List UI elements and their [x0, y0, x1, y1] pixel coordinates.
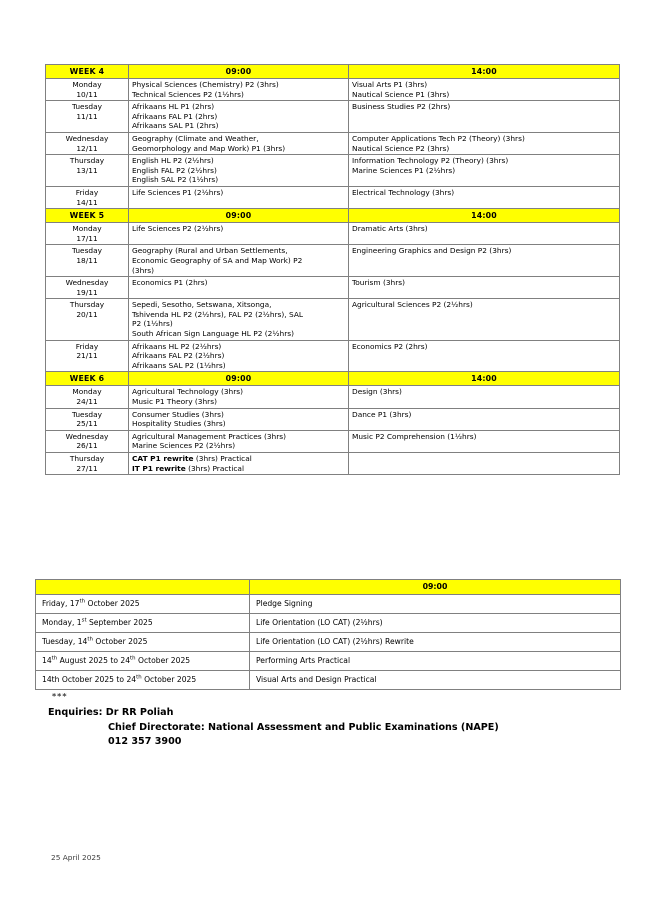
day-date: 26/11: [76, 441, 98, 451]
week-header-row: [46, 65, 620, 79]
additional-date-row: [36, 671, 621, 690]
exam-subject-line: Marine Sciences P1 (2½hrs): [352, 165, 456, 175]
enquiries-directorate: Chief Directorate: National Assessment and Public Examinations (NAPE): [108, 721, 499, 733]
day-date-cell: [46, 186, 129, 208]
afternoon-exams-cell: [349, 245, 620, 277]
additional-dates-section: [35, 579, 620, 690]
additional-date-value: Tuesday, 14th October 2025: [36, 633, 250, 652]
additional-date-value: 14th October 2025 to 24th October 2025: [36, 671, 250, 690]
exam-subject-line: Business Studies P2 (2hrs): [352, 102, 451, 112]
day-date-cell: [46, 101, 129, 133]
exam-subject-line: Economic Geography of SA and Map Work) P2: [132, 255, 303, 265]
day-date-cell: [46, 155, 129, 187]
exam-day-row: [46, 299, 620, 340]
day-name: Monday: [72, 224, 102, 234]
morning-exams-cell: [129, 132, 349, 154]
exam-day-row: [46, 245, 620, 277]
exam-subject-line: Dance P1 (3hrs): [352, 409, 412, 419]
enquiries-phone: 012 357 3900: [108, 736, 182, 747]
exam-subject-line: English FAL P2 (2½hrs): [132, 165, 217, 175]
day-date-cell: [46, 132, 129, 154]
week-header-row: [46, 372, 620, 386]
exam-day-row: [46, 430, 620, 452]
afternoon-exams-cell: [349, 408, 620, 430]
week-label: WEEK 6: [46, 372, 129, 386]
week-label: WEEK 5: [46, 209, 129, 223]
morning-exams-cell: [129, 223, 349, 245]
additional-date-row: [36, 595, 621, 614]
afternoon-session-time: 14:00: [349, 372, 620, 386]
exam-day-row: [46, 408, 620, 430]
exam-subject-line: Life Sciences P1 (2½hrs): [132, 187, 224, 197]
exam-subject-line: Visual Arts P1 (3hrs): [352, 80, 428, 89]
exam-subject-line: Physical Sciences (Chemistry) P2 (3hrs): [132, 80, 279, 89]
exam-subject-emphasis: CAT P1 rewrite: [132, 454, 194, 463]
day-date: 18/11: [76, 255, 98, 265]
day-date: 12/11: [76, 143, 98, 153]
afternoon-exams-cell: [349, 155, 620, 187]
day-date: 10/11: [76, 89, 98, 99]
additional-date-value: Friday, 17th October 2025: [36, 595, 250, 614]
exam-subject-line: Music P2 Comprehension (1½hrs): [352, 431, 477, 441]
exam-day-row: [46, 277, 620, 299]
exam-subject-line: Agricultural Technology (3hrs): [132, 387, 243, 397]
day-date-cell: [46, 408, 129, 430]
additional-dates-header-time: 09:00: [250, 580, 621, 595]
day-name: Tuesday: [71, 102, 103, 112]
afternoon-session-time: 14:00: [349, 209, 620, 223]
day-date: 27/11: [76, 463, 98, 473]
additional-dates-table: [35, 579, 621, 690]
exam-subject-line: Economics P1 (2hrs): [132, 278, 208, 288]
day-date-cell: [46, 453, 129, 475]
day-name: Wednesday: [65, 431, 109, 441]
additional-date-value: Monday, 1st September 2025: [36, 614, 250, 633]
morning-exams-cell: [129, 79, 349, 101]
day-date: 17/11: [76, 233, 98, 243]
additional-date-value: 14th August 2025 to 24th October 2025: [36, 652, 250, 671]
morning-exams-cell: [129, 186, 349, 208]
afternoon-exams-cell: [349, 299, 620, 340]
day-date-cell: [46, 277, 129, 299]
exam-day-row: [46, 223, 620, 245]
day-name: Tuesday: [71, 246, 103, 256]
exam-subject-line: Hospitality Studies (3hrs): [132, 419, 226, 429]
day-date-cell: [46, 79, 129, 101]
exam-subject-line: Design (3hrs): [352, 387, 402, 397]
exam-subject-line: Afrikaans HL P1 (2hrs): [132, 102, 215, 112]
day-date: 24/11: [76, 397, 98, 407]
morning-exams-cell: [129, 430, 349, 452]
day-name: Monday: [72, 80, 102, 89]
day-name: Thursday: [69, 300, 105, 310]
afternoon-exams-cell: [349, 101, 620, 133]
exam-day-row: [46, 101, 620, 133]
morning-session-time: 09:00: [129, 372, 349, 386]
day-date-cell: [46, 386, 129, 408]
exam-subject-line: Electrical Technology (3hrs): [352, 187, 455, 197]
exam-subject-line: IT P1 rewrite (3hrs) Practical: [132, 463, 245, 473]
day-date: 20/11: [76, 309, 98, 319]
week-header-row: [46, 209, 620, 223]
exam-subject-line: English SAL P2 (1½hrs): [132, 175, 219, 185]
enquiries-contact-name: Enquiries: Dr RR Poliah: [48, 707, 174, 718]
exam-subject-line: (3hrs): [132, 265, 155, 275]
day-date: 13/11: [76, 165, 98, 175]
exam-day-row: [46, 453, 620, 475]
afternoon-exams-cell: [349, 79, 620, 101]
exam-day-row: [46, 155, 620, 187]
exam-subject-line: English HL P2 (2½hrs): [132, 156, 214, 166]
week-label: WEEK 4: [46, 65, 129, 79]
exam-timetable-section: [45, 64, 619, 475]
day-name: Friday: [75, 187, 99, 197]
exam-subject-line: Marine Sciences P2 (2½hrs): [132, 441, 236, 451]
afternoon-exams-cell: [349, 386, 620, 408]
day-date: 25/11: [76, 419, 98, 429]
day-name: Friday: [75, 341, 99, 351]
exam-subject-line: Afrikaans FAL P1 (2hrs): [132, 111, 218, 121]
afternoon-exams-cell: [349, 132, 620, 154]
additional-date-description: Life Orientation (LO CAT) (2½hrs) Rewrite: [250, 633, 621, 652]
afternoon-exams-cell: [349, 453, 620, 475]
exam-subject-line: Tourism (3hrs): [352, 278, 405, 288]
exam-subject-line: CAT P1 rewrite (3hrs) Practical: [132, 454, 252, 463]
exam-subject-line: P2 (1½hrs): [132, 319, 173, 329]
morning-exams-cell: [129, 408, 349, 430]
exam-subject-line: Nautical Science P1 (3hrs): [352, 89, 450, 99]
additional-date-description: Life Orientation (LO CAT) (2½hrs): [250, 614, 621, 633]
exam-subject-line: Dramatic Arts (3hrs): [352, 224, 428, 234]
morning-exams-cell: [129, 101, 349, 133]
morning-exams-cell: [129, 299, 349, 340]
exam-subject-line: Life Sciences P2 (2½hrs): [132, 224, 224, 234]
enquiries-block: [48, 706, 499, 750]
day-date-cell: [46, 340, 129, 372]
exam-subject-line: Afrikaans SAL P2 (1½hrs): [132, 360, 226, 370]
afternoon-exams-cell: [349, 277, 620, 299]
additional-date-description: Pledge Signing: [250, 595, 621, 614]
exam-day-row: [46, 132, 620, 154]
additional-date-row: [36, 614, 621, 633]
exam-subject-line: Afrikaans SAL P1 (2hrs): [132, 121, 219, 131]
day-date-cell: [46, 299, 129, 340]
exam-subject-line: Geography (Climate and Weather,: [132, 133, 259, 143]
morning-exams-cell: [129, 340, 349, 372]
day-name: Wednesday: [65, 133, 109, 143]
exam-subject-line: Tshivenda HL P2 (2½hrs), FAL P2 (2½hrs), SAL: [132, 309, 303, 319]
morning-exams-cell: [129, 155, 349, 187]
exam-subject-line: Engineering Graphics and Design P2 (3hrs): [352, 246, 512, 256]
exam-subject-line: Agricultural Sciences P2 (2½hrs): [352, 300, 473, 310]
morning-exams-cell: [129, 453, 349, 475]
day-date-cell: [46, 430, 129, 452]
document-date-stamp: 25 April 2025: [51, 853, 101, 862]
afternoon-exams-cell: [349, 223, 620, 245]
exam-subject-line: Sepedi, Sesotho, Setswana, Xitsonga,: [132, 300, 272, 310]
morning-exams-cell: [129, 386, 349, 408]
additional-dates-header-row: [36, 580, 621, 595]
additional-date-description: Visual Arts and Design Practical: [250, 671, 621, 690]
day-name: Thursday: [69, 156, 105, 166]
additional-date-description: Performing Arts Practical: [250, 652, 621, 671]
day-date-cell: [46, 223, 129, 245]
day-date: 14/11: [76, 197, 98, 207]
morning-session-time: 09:00: [129, 209, 349, 223]
day-date: 21/11: [76, 351, 98, 361]
exam-subject-line: Economics P2 (2hrs): [352, 341, 428, 351]
day-date: 11/11: [76, 111, 98, 121]
day-date-cell: [46, 245, 129, 277]
exam-subject-line: Information Technology P2 (Theory) (3hrs): [352, 156, 509, 166]
day-name: Thursday: [69, 454, 105, 463]
exam-day-row: [46, 79, 620, 101]
exam-subject-line: Technical Sciences P2 (1½hrs): [132, 89, 244, 99]
day-name: Tuesday: [71, 409, 103, 419]
morning-exams-cell: [129, 277, 349, 299]
additional-date-row: [36, 652, 621, 671]
exam-timetable: [45, 64, 620, 475]
exam-subject-line: Agricultural Management Practices (3hrs): [132, 431, 286, 441]
exam-subject-line: Nautical Science P2 (3hrs): [352, 143, 450, 153]
exam-day-row: [46, 340, 620, 372]
additional-date-row: [36, 633, 621, 652]
exam-day-row: [46, 386, 620, 408]
exam-day-row: [46, 186, 620, 208]
exam-subject-line: Afrikaans FAL P2 (2½hrs): [132, 351, 225, 361]
exam-subject-line: Computer Applications Tech P2 (Theory) (3hrs): [352, 133, 525, 143]
afternoon-exams-cell: [349, 186, 620, 208]
exam-subject-line: Geography (Rural and Urban Settlements,: [132, 246, 288, 256]
day-name: Wednesday: [65, 278, 109, 288]
afternoon-exams-cell: [349, 340, 620, 372]
exam-subject-emphasis: IT P1 rewrite: [132, 463, 186, 473]
morning-exams-cell: [129, 245, 349, 277]
afternoon-session-time: 14:00: [349, 65, 620, 79]
day-name: Monday: [72, 387, 102, 397]
exam-subject-line: Geomorphology and Map Work) P1 (3hrs): [132, 143, 286, 153]
separator-asterisks: ***: [52, 692, 68, 701]
exam-subject-line: South African Sign Language HL P2 (2½hrs): [132, 329, 294, 339]
morning-session-time: 09:00: [129, 65, 349, 79]
exam-subject-line: Afrikaans HL P2 (2½hrs): [132, 341, 222, 351]
exam-subject-line: Consumer Studies (3hrs): [132, 409, 224, 419]
day-date: 19/11: [76, 287, 98, 297]
exam-subject-line: Music P1 Theory (3hrs): [132, 397, 217, 407]
additional-dates-header-blank: [36, 580, 250, 595]
afternoon-exams-cell: [349, 430, 620, 452]
